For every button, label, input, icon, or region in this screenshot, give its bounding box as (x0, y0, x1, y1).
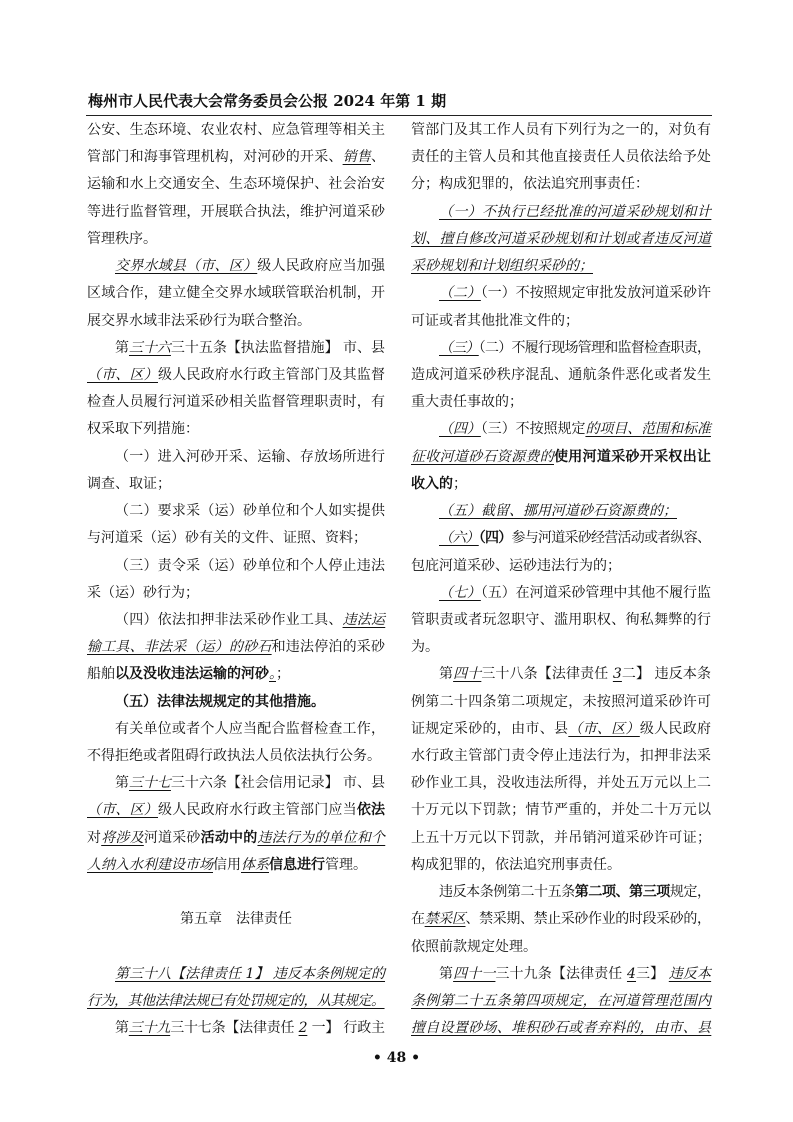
text-line (87, 689, 385, 716)
text-line (87, 607, 385, 634)
line-text (439, 204, 711, 220)
text-line (411, 716, 711, 743)
text-run: 、禁采期、禁止采砂作业的时段采砂的， (465, 911, 711, 928)
line-text (87, 394, 385, 410)
right-text-column (411, 117, 711, 1042)
text-line (87, 253, 385, 280)
line-text (439, 285, 711, 301)
text-run: 不得拒绝或者阻碍行政执法人员依法执行公务。 (87, 748, 381, 765)
text-line (411, 689, 711, 716)
line-text (411, 830, 711, 846)
text-line (411, 1015, 711, 1042)
line-text (439, 421, 711, 437)
inserted-text-run: 禁采区 (424, 911, 466, 928)
inserted-text-run: 2 (298, 1020, 308, 1037)
text-run: 可证或者其他批准文件的； (411, 312, 579, 329)
text-run: 与河道采（运）砂有关的文件、证照、资料； (87, 530, 367, 547)
text-run: （三）不按照规定 (480, 421, 586, 438)
line-text (411, 775, 711, 791)
inserted-text-run: 违法运 (342, 611, 386, 628)
line-text (87, 122, 385, 138)
text-line (87, 661, 385, 688)
text-line (411, 498, 711, 525)
line-text (115, 1020, 385, 1036)
text-line (87, 716, 385, 743)
text-line (411, 444, 711, 471)
text-run: 级人民政府水行政主管部门应当 (158, 802, 357, 819)
line-text (87, 585, 199, 601)
text-line (411, 171, 711, 198)
text-line (87, 852, 385, 879)
text-line (411, 199, 711, 226)
text-line (411, 308, 711, 335)
line-text (439, 585, 711, 601)
inserted-text-run: 四十一 (453, 965, 496, 982)
line-text (439, 966, 711, 982)
text-line (411, 934, 711, 961)
text-run: （一）进入河砂开采、运输、存放场所进行 (115, 448, 386, 465)
text-line (411, 906, 711, 933)
line-text (439, 530, 710, 546)
line-text (115, 340, 385, 356)
line-text (411, 694, 711, 710)
text-run: 对 (87, 829, 102, 846)
text-run: 管部门和海事管理机构，对河砂的开采、 (87, 149, 343, 166)
text-run: 区域合作，建立健全交界水域联管联治机制，开 (87, 285, 386, 302)
inserted-text-run: 违反本 (668, 965, 712, 982)
text-line (411, 389, 711, 416)
line-text (411, 1020, 711, 1036)
text-line (411, 797, 711, 824)
left-text-column (87, 117, 385, 1042)
inserted-text-run: （五）截留、挪用河道砂石资源费的； (439, 503, 677, 520)
text-run: 砂作业工具，没收违法所得，并处五万元以上二 (411, 775, 712, 792)
line-text (87, 639, 385, 655)
line-text (411, 558, 621, 574)
line-text (411, 367, 711, 383)
text-run: 三十九条【法律责任 (495, 965, 627, 982)
text-run: 管理秩序。 (87, 230, 157, 247)
text-run: 公安、生态环境、农业农村、应急管理等相关主 (87, 122, 386, 138)
text-line (87, 199, 385, 226)
text-run: 有关单位或者个人应当配合监督检查工作， (115, 720, 386, 737)
line-text (87, 666, 290, 682)
line-text (411, 476, 467, 492)
text-run: ； (453, 475, 467, 492)
text-run: 运输和水上交通安全、生态环境保护、社会治安 (87, 176, 386, 193)
text-run: 信息进行 (269, 856, 325, 873)
line-text (411, 149, 711, 165)
text-run: 依法 (356, 802, 386, 819)
text-run: 级人民政府水行政主管部门及其监督 (158, 366, 386, 383)
text-run: 第二项、第三项 (574, 884, 670, 901)
inserted-text-run: 第三十八【法律责任 1】 违反本条例规定的 (115, 965, 386, 982)
text-run: 三】 (636, 965, 669, 982)
text-line (87, 553, 385, 580)
line-text (411, 639, 439, 655)
text-run: 以及没收违法运输的河砂 (115, 666, 269, 683)
text-run: 河道采砂 (143, 829, 201, 846)
line-text (411, 993, 711, 1009)
text-run: （五）在河道采砂管理中其他不履行监 (480, 584, 711, 601)
text-line (87, 797, 385, 824)
text-line (411, 852, 711, 879)
text-run: 展交界水域非法采砂行为联合整治。 (87, 312, 311, 329)
text-line (411, 280, 711, 307)
text-run: 收入的 (411, 475, 453, 492)
line-text (115, 721, 385, 737)
text-line (87, 743, 385, 770)
text-run: 水行政主管部门责令停止违法行为，扣押非法采 (411, 748, 712, 765)
text-line (87, 117, 385, 144)
text-line (411, 879, 711, 906)
page-number: • 48 • (372, 1050, 421, 1066)
inserted-text-run: 行为，其他法律法规已有处罚规定的，从其规定。 (87, 993, 385, 1009)
inserted-text-run: 3 (612, 666, 622, 683)
text-line (411, 362, 711, 389)
text-run: 为。 (411, 639, 439, 656)
inserted-text-run: （六） (439, 530, 479, 547)
line-text (411, 394, 523, 410)
line-text (87, 530, 367, 546)
text-run: （二）要求采（运）砂单位和个人如实提供 (115, 503, 386, 520)
text-run: 使用河道采砂开采权出让 (554, 448, 712, 465)
text-line (411, 117, 711, 144)
line-text (115, 503, 385, 519)
text-run: 一】 行政主 (307, 1020, 385, 1037)
text-line (411, 416, 711, 443)
text-line (87, 825, 385, 852)
text-run: （四） (478, 530, 512, 547)
text-line (87, 416, 385, 443)
line-text (87, 204, 385, 220)
line-text (411, 939, 537, 955)
text-run: 三十八条【法律责任 (481, 666, 613, 683)
text-run: 责任的主管人员和其他直接责任人员依法给予处 (411, 149, 712, 166)
line-text (115, 258, 385, 274)
line-text (411, 721, 711, 737)
line-text (115, 449, 385, 465)
text-line (87, 144, 385, 171)
inserted-text-run: 采砂规划和计划组织采砂的； (411, 258, 593, 275)
line-text (87, 993, 385, 1009)
inserted-text-run: （四） (439, 421, 481, 438)
text-run: 和违法停泊的采砂 (271, 639, 386, 656)
chapter-heading: 第五章 法律责任 (180, 911, 292, 928)
text-run: 三十六条【社会信用记录】 市、县 (170, 775, 385, 792)
text-run: （五）法律法规规定的其他措施。 (115, 693, 325, 710)
text-line (87, 226, 385, 253)
line-text (439, 666, 711, 682)
text-run: 第 (439, 965, 454, 982)
text-run: 级人民政府应当加强 (257, 258, 386, 275)
text-line (411, 661, 711, 688)
text-run: 第 (115, 775, 129, 792)
line-text (411, 802, 711, 818)
text-run: 造成河道采砂秩序混乱、通航条件恶化或者发生 (411, 366, 712, 383)
line-text (87, 421, 199, 437)
text-run: 信用 (213, 856, 241, 873)
line-text (115, 558, 385, 574)
text-run: 、 (371, 149, 386, 166)
inserted-text-run: 体系 (241, 856, 269, 873)
text-line (411, 253, 711, 280)
inserted-text-run: 擅自设置砂场、堆积砂石或者弃料的，由市、县 (411, 1020, 712, 1037)
text-line (87, 988, 385, 1015)
line-text (87, 476, 171, 492)
line-text (411, 122, 711, 138)
text-line (87, 389, 385, 416)
inserted-text-run: （一）不执行已经批准的河道采砂规划和计 (439, 203, 712, 220)
inserted-text-run: 交界水域县（市、区） (115, 258, 258, 275)
text-run: 参与河道采砂经营活动或者纵容、 (511, 530, 711, 547)
text-line (87, 362, 385, 389)
text-line (87, 580, 385, 607)
text-line (411, 226, 711, 253)
text-run: 级人民政府 (639, 720, 712, 737)
line-text (411, 857, 621, 873)
line-text (87, 367, 385, 383)
text-line (87, 525, 385, 552)
text-line (411, 471, 711, 498)
text-run: 包庇河道采砂、运砂违法行为的； (411, 557, 621, 574)
text-run: 三十七条【法律责任 (170, 1020, 299, 1037)
text-run: 管职责或者玩忽职守、滥用职权、徇私舞弊的行 (411, 611, 712, 628)
inserted-text-run: （市、区） (87, 802, 158, 819)
line-text (411, 449, 711, 465)
text-line (87, 498, 385, 525)
inserted-text-run: （三） (439, 339, 479, 356)
inserted-text-run: 三十七 (128, 775, 171, 792)
text-run: ； (276, 666, 290, 683)
line-text (115, 966, 385, 982)
text-run: 证规定采砂的，由市、县 (411, 720, 569, 737)
inserted-text-run: 销售 (342, 149, 372, 166)
text-run: 分；构成犯罪的，依法追究刑事责任： (411, 176, 649, 193)
line-text (87, 748, 381, 764)
line-text (87, 313, 311, 329)
text-run: 第 (439, 666, 454, 683)
line-text (411, 258, 593, 274)
text-run: 管部门及其工作人员有下列行为之一的，对负有 (411, 122, 712, 138)
text-line (87, 961, 385, 988)
line-text (411, 911, 711, 927)
text-run: （三）责令采（运）砂单位和个人停止违法 (115, 557, 386, 574)
inserted-text-run: 输工具、非法采（运）的砂石 (87, 639, 272, 656)
inserted-text-run: （市、区） (568, 720, 640, 737)
text-run: 依照前款规定处理。 (411, 938, 537, 955)
text-line (87, 471, 385, 498)
inserted-text-run: 条例第二十五条第四项规定，在河道管理范围内 (411, 993, 712, 1009)
text-run: 等进行监督管理，开展联合执法，维护河道采砂 (87, 203, 386, 220)
gazette-header-title: 梅州市人民代表大会常务委员会公报 2024 年第 1 期 (88, 92, 447, 110)
text-line (411, 743, 711, 770)
text-run: （一）不按照规定审批发放河道采砂许 (480, 285, 711, 302)
text-line (87, 280, 385, 307)
text-line (411, 825, 711, 852)
line-text (87, 830, 385, 846)
text-run: 在 (411, 911, 425, 928)
inserted-text-run: 违法行为的单位和个 (257, 829, 386, 846)
inserted-text-run: 四十 (453, 666, 482, 683)
text-run: 构成犯罪的，依法追究刑事责任。 (411, 856, 621, 873)
line-text (87, 176, 385, 192)
inserted-text-run: 征收河道砂石资源费的 (411, 448, 554, 465)
inserted-text-run: 三十九 (128, 1020, 171, 1037)
text-run: 调查、取证； (87, 475, 171, 492)
inserted-text-run: 。 (269, 666, 276, 683)
line-text (439, 340, 710, 356)
inserted-text-run: 划、擅自修改河道采砂规划和计划或者违反河道 (411, 230, 712, 247)
text-line (411, 988, 711, 1015)
line-text (87, 149, 385, 165)
text-run: 采（运）砂行为； (87, 584, 199, 601)
text-line (411, 961, 711, 988)
text-run: 权采取下列措施： (87, 421, 199, 438)
text-run: 第 (115, 339, 129, 356)
inserted-text-run: 的项目、范围和标准 (585, 421, 711, 438)
text-line (411, 525, 711, 552)
text-line (87, 444, 385, 471)
line-text (87, 285, 385, 301)
text-run: 活动中的 (200, 829, 258, 846)
line-text (115, 694, 325, 710)
text-run: 规定， (669, 884, 711, 901)
text-line (411, 634, 711, 661)
line-text (115, 612, 385, 628)
text-line (411, 580, 711, 607)
line-text (115, 775, 385, 791)
line-text (87, 231, 157, 247)
text-run: 重大责任事故的； (411, 394, 523, 411)
inserted-text-run: 将涉及 (101, 829, 144, 846)
inserted-text-run: （二） (439, 285, 481, 302)
text-line (411, 770, 711, 797)
inserted-text-run: 4 (626, 965, 637, 982)
text-run: （四）依法扣押非法采砂作业工具、 (115, 611, 343, 628)
text-run: 十万元以下罚款；情节严重的，并处二十万元以 (411, 802, 712, 819)
text-line (411, 335, 711, 362)
text-run: 船舶 (87, 666, 115, 683)
line-text (411, 748, 711, 764)
text-run: 第 (115, 1020, 129, 1037)
text-line (87, 770, 385, 797)
text-line (87, 308, 385, 335)
text-run: 二】 违反本条 (621, 666, 712, 683)
text-line (411, 607, 711, 634)
line-text (411, 176, 649, 192)
text-run: 上五十万元以下罚款，并吊销河道采砂许可证； (411, 829, 712, 846)
line-text (411, 612, 711, 628)
text-line (411, 144, 711, 171)
inserted-text-run: 三十六 (128, 339, 171, 356)
text-run: 例第二十四条第二项规定，未按照河道采砂许可 (411, 693, 712, 710)
text-line (87, 171, 385, 198)
line-text (411, 313, 579, 329)
inserted-text-run: （市、区） (87, 366, 158, 383)
line-text (87, 857, 367, 873)
text-run: 违反本条例第二十五条 (439, 884, 575, 901)
text-run: 三十五条【执法监督措施】 市、县 (170, 339, 385, 356)
text-run: （二）不履行现场管理和监督检查职责， (478, 339, 711, 356)
text-line (87, 335, 385, 362)
line-text (411, 231, 711, 247)
text-run: 检查人员履行河道采砂相关监督管理职责时，有 (87, 394, 386, 411)
inserted-text-run: （七） (439, 584, 481, 601)
text-line (411, 553, 711, 580)
header-rule (86, 115, 712, 116)
line-text (439, 503, 677, 519)
line-text (87, 802, 385, 818)
line-text (439, 884, 711, 900)
text-run: 管理。 (325, 856, 367, 873)
text-line (87, 634, 385, 661)
text-line (87, 1015, 385, 1042)
inserted-text-run: 人纳入水利建设市场 (87, 856, 213, 873)
